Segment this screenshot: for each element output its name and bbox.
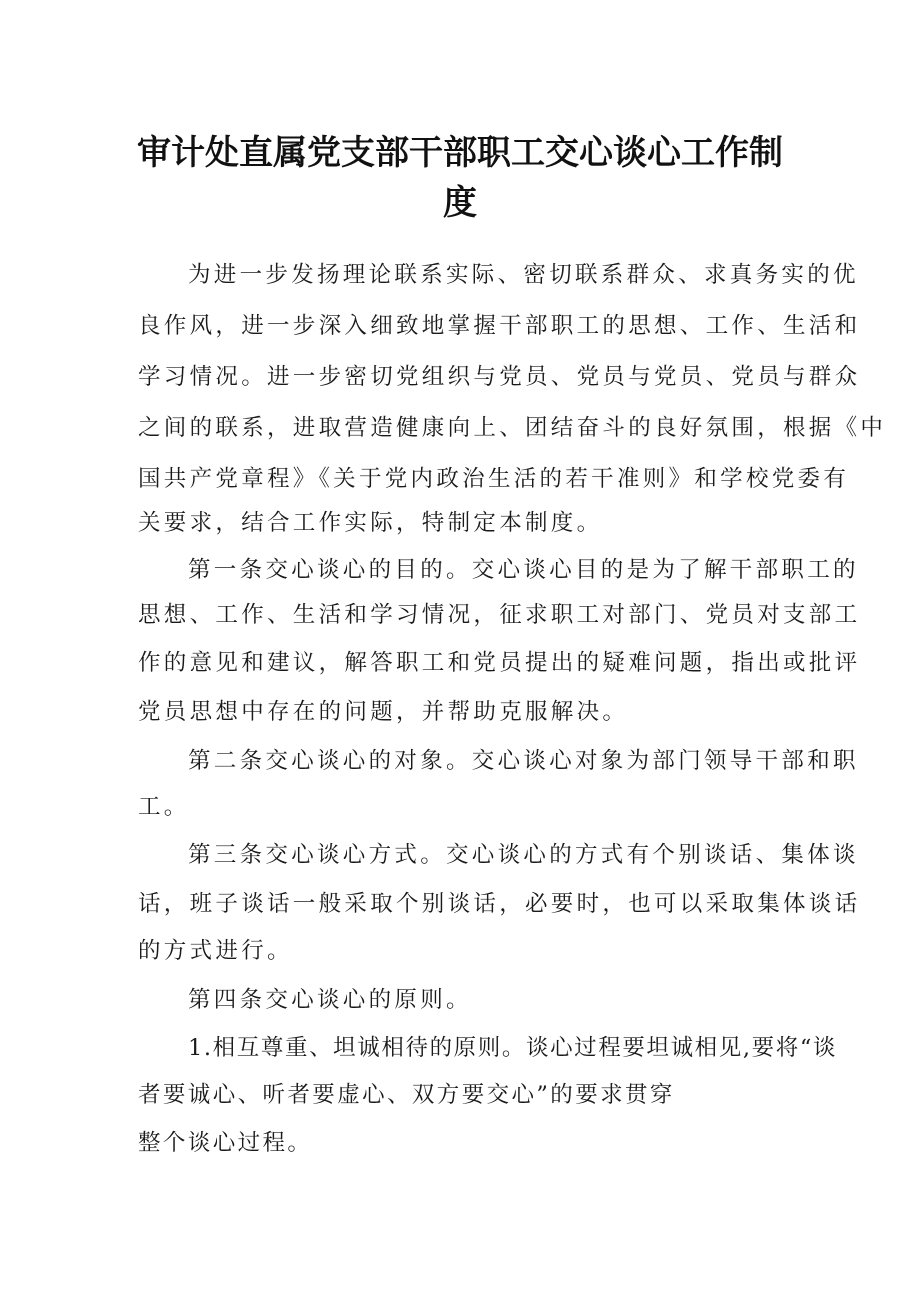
text-line-11: 第二条交心谈心的对象。交心谈心对象为部门领导干部和职: [188, 748, 859, 774]
text-line-15: 的方式进行。: [138, 938, 293, 964]
text-line-13: 第三条交心谈心方式。交心谈心的方式有个别谈话、集体谈: [188, 842, 859, 868]
text-line-9: 作的意见和建议，解答职工和党员提出的疑难问题，指出或批评: [138, 650, 861, 676]
text-line-1: 为进一步发扬理论联系实际、密切联系群众、求真务实的优: [188, 262, 859, 288]
text-line-12: 工。: [138, 794, 190, 820]
text-line-18: 者要诚心、听者要虚心、双方要交心”的要求贯穿: [138, 1082, 675, 1108]
document-title-line-2: 度: [443, 183, 477, 223]
text-line-19: 整个谈心过程。: [138, 1130, 313, 1156]
text-line-5: 国共产党章程》《关于党内政治生活的若干准则》和学校党委有: [138, 466, 850, 492]
text-line-3: 学习情况。进一步密切党组织与党员、党员与党员、党员与群众: [138, 364, 861, 390]
text-line-10: 党员思想中存在的问题，并帮助克服解决。: [138, 699, 629, 725]
text-line-4: 之间的联系，进取营造健康向上、团结奋斗的良好氛围，根据《中: [138, 415, 887, 441]
document-title-line-1: 审计处直属党支部干部职工交心谈心工作制: [137, 133, 783, 173]
text-line-14: 话，班子谈话一般采取个别谈话，必要时，也可以采取集体谈话: [138, 891, 861, 917]
text-line-17: 1.相互尊重、坦诚相待的原则。谈心过程要坦诚相见,要将“谈: [188, 1035, 838, 1061]
text-line-6: 关要求，结合工作实际，特制定本制度。: [138, 510, 603, 536]
text-line-7: 第一条交心谈心的目的。交心谈心目的是为了解干部职工的: [188, 557, 859, 583]
text-line-2: 良作风，进一步深入细致地掌握干部职工的思想、工作、生活和: [138, 313, 861, 339]
text-line-8: 思想、工作、生活和学习情况，征求职工对部门、党员对支部工: [138, 602, 861, 628]
text-line-16: 第四条交心谈心的原则。: [188, 987, 472, 1013]
